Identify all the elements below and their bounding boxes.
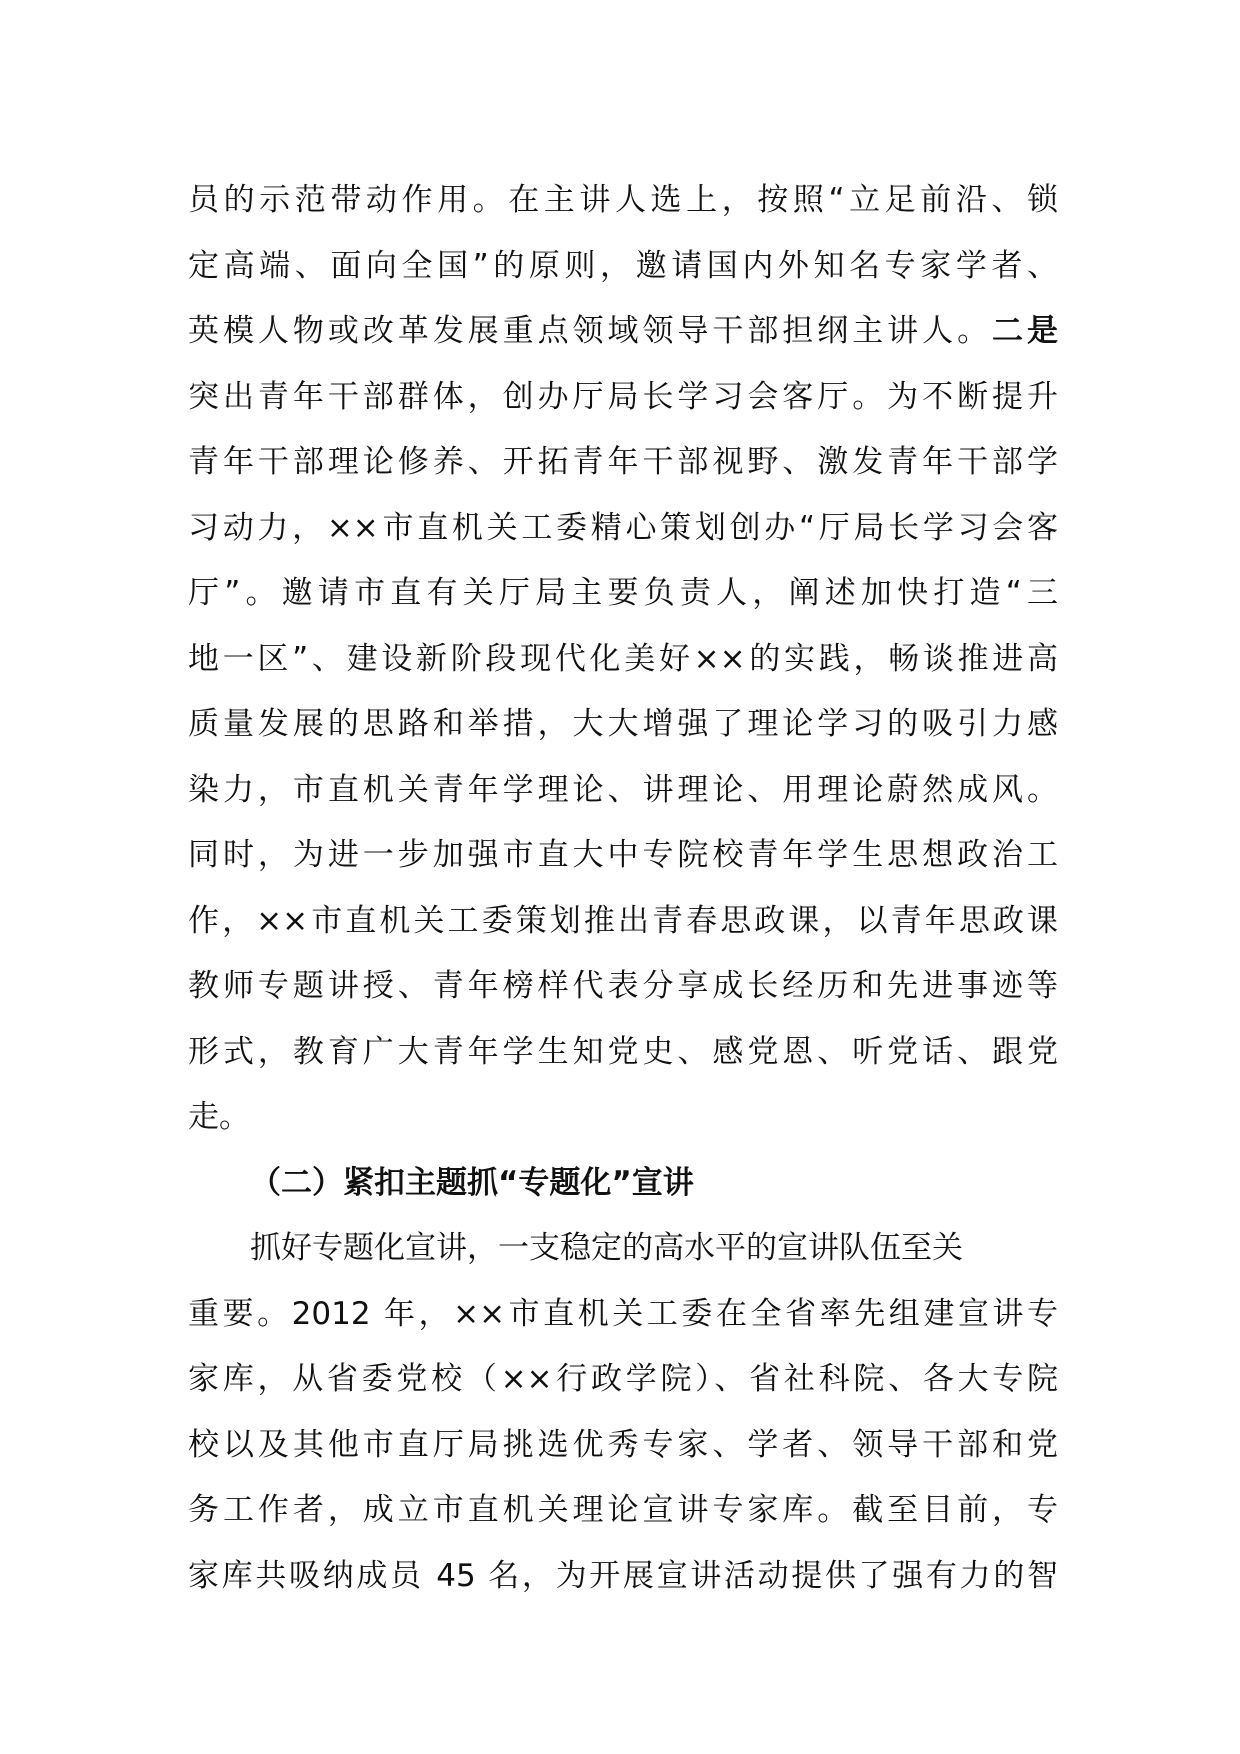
text-line: 地一区”、建设新阶段现代化美好××的实践，畅谈推进高 (188, 640, 1058, 677)
text-line: 员的示范带动作用。在主讲人选上，按照“立足前沿、锁 (188, 182, 1058, 218)
text-line: 同时，为进一步加强市直大中专院校青年学生思想政治工 (188, 837, 1058, 873)
text-line: 务工作者，成立市直机关理论宣讲专家库。截至目前，专 (188, 1492, 1058, 1528)
text-line: 家库共吸纳成员 45 名，为开展宣讲活动提供了强有力的智 (188, 1557, 1058, 1594)
text-line: 作，××市直机关工委策划推出青春思政课，以青年思政课 (188, 902, 1058, 939)
emphasis-text: 二是 (992, 313, 1059, 349)
text-segment: 英模人物或改革发展重点领域领导干部担纲主讲人。 (188, 313, 993, 349)
text-line (188, 299, 1058, 365)
text-line: 校以及其他市直厅局挑选优秀专家、学者、领导干部和党 (188, 1426, 1058, 1463)
text-line: 染力，市直机关青年学理论、讲理论、用理论蔚然成风。 (188, 771, 1058, 808)
text-line: 形式，教育广大青年学生知党史、感党恩、听党话、跟党 (188, 1033, 1058, 1070)
text-line: 重要。2012 年，××市直机关工委在全省率先组建宣讲专 (188, 1295, 1058, 1332)
text-line: 抓好专题化宣讲，一支稳定的高水平的宣讲队伍至关 (250, 1230, 963, 1266)
text-line: 家库，从省委党校（××行政学院）、省社科院、各大专院 (188, 1361, 1058, 1397)
text-line: 突出青年干部群体，创办厅局长学习会客厅。为不断提升 (188, 378, 1058, 415)
text-line: 质量发展的思路和举措，大大增强了理论学习的吸引力感 (188, 706, 1058, 742)
text-line: 教师专题讲授、青年榜样代表分享成长经历和先进事迹等 (188, 968, 1058, 1004)
text-line: 青年干部理论修养、开拓青年干部视野、激发青年干部学 (188, 444, 1058, 480)
body-text (188, 168, 1058, 1609)
text-line: 习动力，××市直机关工委精心策划创办“厅局长学习会客 (188, 509, 1058, 546)
text-line: 定高端、面向全国”的原则，邀请国内外知名专家学者、 (188, 247, 1058, 284)
text-line: 走。 (188, 1099, 250, 1135)
section-heading: （二）紧扣主题抓“专题化”宣讲 (250, 1164, 694, 1201)
text-line: 厅”。邀请市直有关厅局主要负责人，阐述加快打造“三 (188, 575, 1058, 611)
